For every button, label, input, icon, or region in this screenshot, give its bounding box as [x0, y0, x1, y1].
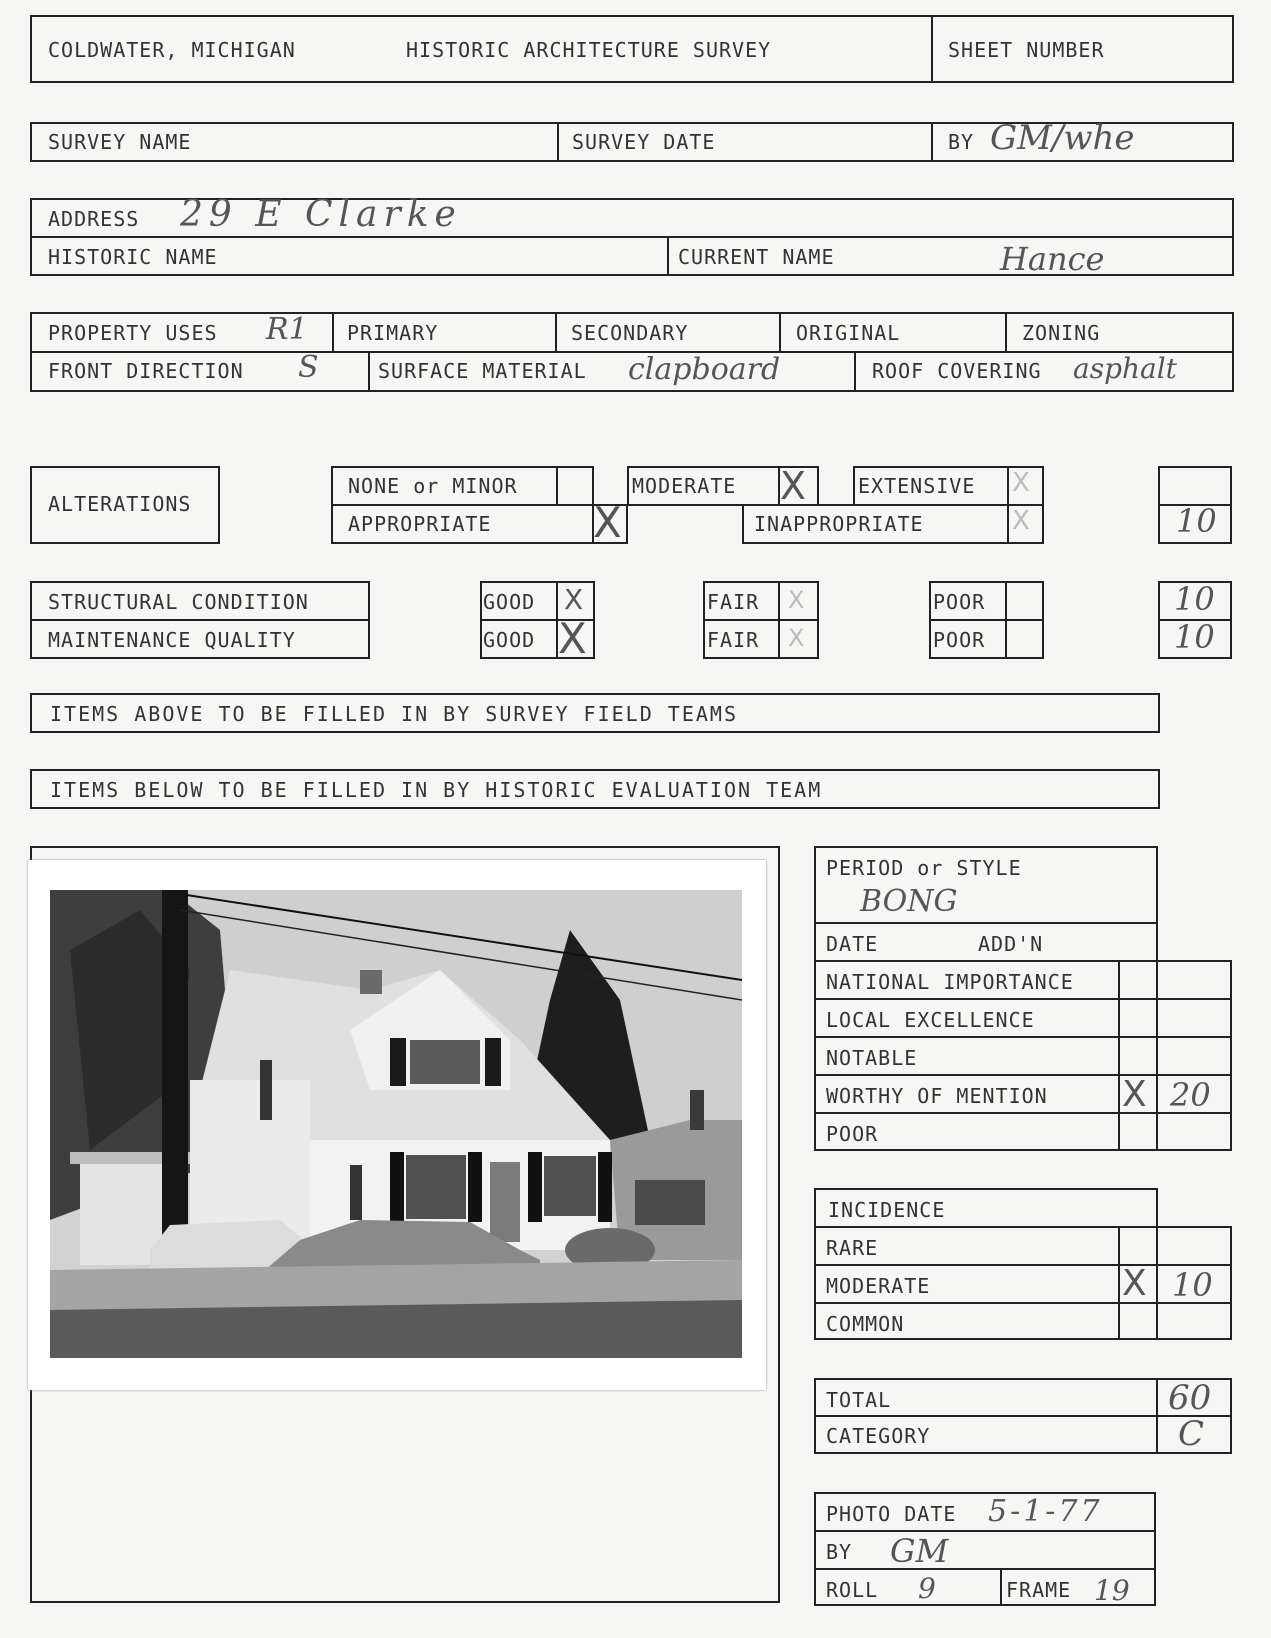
fair-check-divider — [778, 581, 780, 659]
roll-value: 9 — [918, 1572, 936, 1605]
rare-label: RARE — [826, 1236, 879, 1260]
eval-row-4 — [814, 1036, 1232, 1038]
total-value: 60 — [1168, 1378, 1212, 1418]
photo-info-row-2 — [814, 1568, 1156, 1570]
eval-addn-label: ADD'N — [978, 932, 1044, 956]
zoning-label: ZONING — [1022, 321, 1101, 345]
inappropriate-check-divider — [1007, 504, 1009, 544]
maintenance-score: 10 — [1174, 618, 1215, 656]
current-name-value: Hance — [1000, 240, 1105, 278]
address-label: ADDRESS — [48, 207, 140, 231]
sheet-number-label: SHEET NUMBER — [948, 38, 1105, 62]
photo-by-value: GM — [890, 1532, 949, 1570]
property-uses-label: PROPERTY USES — [48, 321, 218, 345]
survey-by-value: GM/whe — [990, 118, 1135, 158]
local-excellence-label: LOCAL EXCELLENCE — [826, 1008, 1035, 1032]
survey-date-label: SURVEY DATE — [572, 130, 716, 154]
period-style-label: PERIOD or STYLE — [826, 856, 1022, 880]
frame-label: FRAME — [1006, 1578, 1072, 1602]
form-title: HISTORIC ARCHITECTURE SURVEY — [406, 38, 772, 62]
surface-material-label: SURFACE MATERIAL — [378, 359, 587, 383]
good-structural-mark: X — [564, 583, 584, 616]
national-importance-label: NATIONAL IMPORTANCE — [826, 970, 1074, 994]
total-score-divider — [1156, 1378, 1158, 1454]
surface-material-value: clapboard — [628, 352, 781, 387]
front-direction-label: FRONT DIRECTION — [48, 359, 244, 383]
house-photo — [50, 890, 742, 1358]
inappropriate-label: INAPPROPRIATE — [754, 512, 924, 536]
current-name-label: CURRENT NAME — [678, 245, 835, 269]
evaluation-score-column — [1118, 960, 1232, 1151]
survey-by-label: BY — [948, 130, 975, 154]
house-photo-svg — [50, 890, 742, 1358]
moderate-incidence-label: MODERATE — [826, 1274, 931, 1298]
maintenance-quality-label: MAINTENANCE QUALITY — [48, 628, 296, 652]
survey-divider-1 — [557, 122, 559, 162]
survey-name-label: SURVEY NAME — [48, 130, 192, 154]
primary-label: PRIMARY — [347, 321, 439, 345]
moderate-alt-label: MODERATE — [632, 474, 737, 498]
poor-maintenance-label: POOR — [933, 628, 986, 652]
moderate-alt-mark: X — [780, 464, 807, 508]
eval-poor-label: POOR — [826, 1122, 879, 1146]
moderate-incidence-mark: X — [1122, 1263, 1147, 1304]
extensive-check-divider — [1007, 466, 1009, 506]
poor-check-divider — [1005, 581, 1007, 659]
moderate-incidence-score: 10 — [1172, 1266, 1213, 1304]
property-col-6 — [854, 351, 856, 392]
eval-row-2 — [814, 960, 1232, 962]
fair-maintenance-mark: X — [788, 624, 805, 652]
survey-divider-2 — [931, 122, 933, 162]
fair-structural-label: FAIR — [707, 590, 760, 614]
note-below: ITEMS BELOW TO BE FILLED IN BY HISTORIC EVALUATION TEAM — [50, 778, 823, 802]
photo-date-label: PHOTO DATE — [826, 1502, 957, 1526]
good-structural-label: GOOD — [483, 590, 536, 614]
total-label: TOTAL — [826, 1388, 892, 1412]
property-col-1 — [332, 312, 334, 351]
notable-label: NOTABLE — [826, 1046, 918, 1070]
structural-score: 10 — [1174, 580, 1215, 618]
front-direction-value: S — [298, 350, 319, 385]
inc-score-divider — [1156, 1226, 1158, 1340]
header-divider — [931, 15, 933, 83]
appropriate-label: APPROPRIATE — [348, 512, 492, 536]
eval-row-3 — [814, 998, 1232, 1000]
extensive-label: EXTENSIVE — [858, 474, 976, 498]
eval-date-label: DATE — [826, 932, 879, 956]
fair-divider — [703, 619, 819, 621]
extensive-mark: X — [1012, 468, 1030, 498]
incidence-label: INCIDENCE — [828, 1198, 946, 1222]
address-divider — [30, 236, 1234, 238]
worthy-of-mention-label: WORTHY OF MENTION — [826, 1084, 1048, 1108]
inc-row-1 — [814, 1226, 1232, 1228]
frame-value: 19 — [1094, 1574, 1130, 1607]
historic-name-label: HISTORIC NAME — [48, 245, 218, 269]
survey-right-edge — [1232, 122, 1234, 162]
address-value: 29 E Clarke — [180, 194, 462, 235]
worthy-mark: X — [1122, 1074, 1147, 1115]
alterations-label: ALTERATIONS — [48, 492, 192, 516]
condition-label-divider — [30, 619, 370, 621]
fair-structural-mark: X — [788, 586, 805, 614]
note-above: ITEMS ABOVE TO BE FILLED IN BY SURVEY FIELD TEAMS — [50, 702, 739, 726]
inc-row-3 — [814, 1302, 1232, 1304]
property-col-3 — [779, 312, 781, 351]
inc-row-2 — [814, 1264, 1232, 1266]
fair-maintenance-label: FAIR — [707, 628, 760, 652]
property-col-4 — [1005, 312, 1007, 351]
photo-info-frame-divider — [1000, 1568, 1002, 1606]
alterations-score: 10 — [1176, 502, 1217, 540]
roll-label: ROLL — [826, 1578, 879, 1602]
common-label: COMMON — [826, 1312, 905, 1336]
structural-condition-label: STRUCTURAL CONDITION — [48, 590, 309, 614]
roof-covering-value: asphalt — [1073, 352, 1177, 385]
worthy-score: 20 — [1170, 1076, 1211, 1114]
eval-row-1 — [814, 922, 1158, 924]
poor-structural-label: POOR — [933, 590, 986, 614]
property-col-5 — [368, 351, 370, 392]
good-maintenance-label: GOOD — [483, 628, 536, 652]
poor-divider — [929, 619, 1044, 621]
property-col-2 — [555, 312, 557, 351]
photo-info-row-1 — [814, 1530, 1156, 1532]
city-label: COLDWATER, MICHIGAN — [48, 38, 296, 62]
photo-date-value: 5-1-77 — [988, 1494, 1103, 1529]
original-label: ORIGINAL — [796, 321, 901, 345]
current-name-divider — [667, 236, 669, 276]
category-value: C — [1178, 1414, 1205, 1454]
photo-by-label: BY — [826, 1540, 853, 1564]
inappropriate-mark: X — [1012, 506, 1030, 536]
period-style-value: BONG — [860, 884, 958, 919]
none-minor-label: NONE or MINOR — [348, 474, 518, 498]
appropriate-mark: X — [593, 498, 622, 547]
category-label: CATEGORY — [826, 1424, 931, 1448]
secondary-label: SECONDARY — [571, 321, 689, 345]
none-minor-check-divider — [556, 466, 558, 506]
roof-covering-label: ROOF COVERING — [872, 359, 1042, 383]
eval-score-divider — [1156, 960, 1158, 1151]
good-maintenance-mark: X — [558, 614, 587, 663]
property-uses-value: R1 — [266, 312, 308, 347]
